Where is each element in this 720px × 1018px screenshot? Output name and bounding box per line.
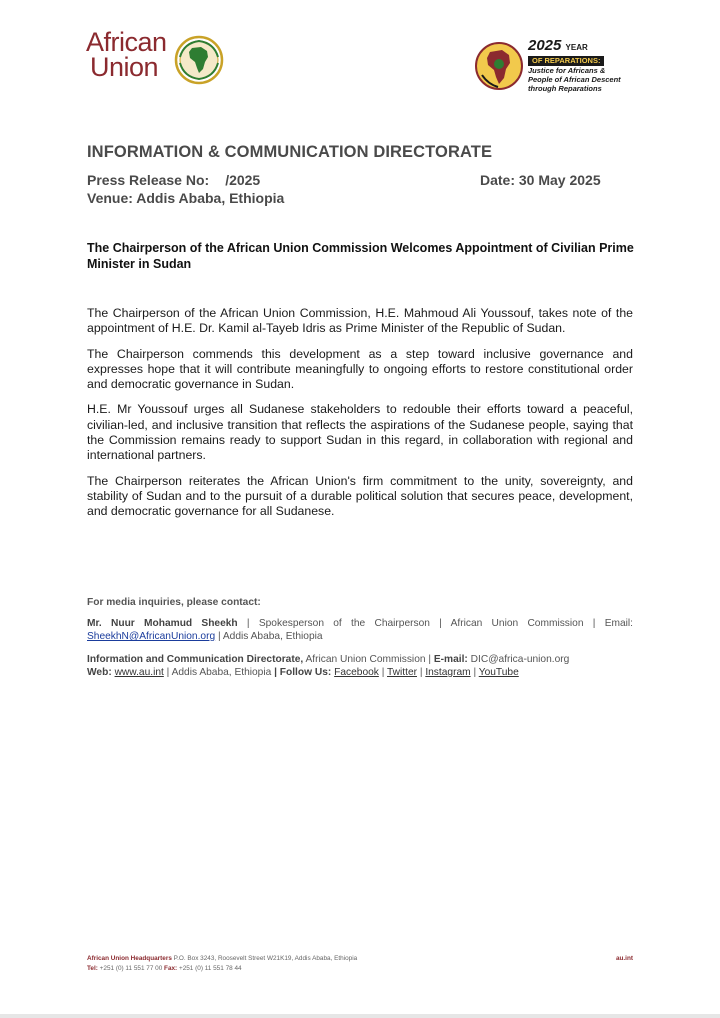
follow-label: | Follow Us: [274, 667, 332, 678]
african-union-logo [86, 27, 231, 90]
reparations-emblem-icon [474, 40, 524, 92]
year-of-reparations-logo [474, 38, 644, 96]
spokesperson-location: | Addis Ababa, Ethiopia [215, 631, 323, 642]
au-logo-text [86, 27, 167, 82]
media-contact [87, 596, 633, 679]
paragraph: H.E. Mr Youssouf urges all Sudanese stakeholders to redouble their efforts toward a peaceful, civilian-led, and inclusive transition that reflects the aspirations of the Sudanese people, saying that the Commission remains ready to support Sudan in this regard, in collaboration with regional and international partners. [87, 402, 633, 463]
headline: The Chairperson of the African Union Commission Welcomes Appointment of Civilian Prime Minister in Sudan [87, 241, 634, 271]
fax-label: Fax: [164, 965, 178, 972]
reparations-line2: People of African Descent [528, 75, 621, 84]
spokesperson-contact [87, 617, 633, 643]
fax-number: +251 (0) 11 551 78 44 [177, 965, 242, 972]
reparations-line3: through Reparations [528, 84, 602, 93]
web-location: | Addis Ababa, Ethiopia [163, 667, 275, 678]
directorate-name: Information and Communication Directorate, [87, 654, 304, 665]
instagram-link[interactable]: Instagram [425, 667, 471, 678]
twitter-link[interactable]: Twitter [387, 667, 417, 678]
press-release-number: /2025 [225, 172, 261, 188]
reparations-band: OF REPARATIONS: [528, 56, 604, 66]
footer-site[interactable]: au.int [615, 955, 633, 962]
footer-phone [87, 964, 633, 974]
au-logo-line1: African [86, 27, 167, 57]
directorate-email[interactable]: DIC@africa-union.org [467, 654, 570, 665]
paragraph: The Chairperson commends this development as a step toward inclusive governance and expresses hope that it will contribute meaningfully to ongoing efforts to restore constitutional order and democratic governance in Sudan. [87, 346, 633, 392]
au-emblem-icon [174, 35, 224, 85]
press-release-label: Press Release No: [87, 172, 210, 188]
hq-address: P.O. Box 3243, Roosevelt Street W21K19, Addis Ababa, Ethiopia [171, 955, 358, 962]
tel-number: +251 (0) 11 551 77 00 [97, 965, 165, 972]
youtube-link[interactable]: YouTube [478, 667, 519, 678]
web-link[interactable]: www.au.int [114, 667, 164, 678]
email-label: E-mail: [433, 654, 468, 665]
body-text [87, 306, 633, 530]
reparations-text [528, 38, 621, 93]
page-edge [0, 1014, 720, 1018]
press-release-date: Date: 30 May 2025 [480, 172, 601, 188]
tel-label: Tel: [87, 965, 98, 972]
directorate-title: INFORMATION & COMMUNICATION DIRECTORATE [87, 143, 493, 161]
contact-heading: For media inquiries, please contact: [87, 597, 261, 608]
footer-address [87, 954, 633, 964]
reparations-year-word: YEAR [565, 43, 588, 52]
press-release-venue: Venue: Addis Ababa, Ethiopia [87, 190, 285, 206]
reparations-year: 2025 [528, 37, 562, 54]
directorate-contact: Information and Communication Directorate, African Union Commission | E-mail: DIC@africa-union.org Web: www.au.int | Addis Ababa, Ethiopia | Follow Us: Facebook | Twitter | Instagram | YouTube [87, 654, 570, 678]
spokesperson-role: | Spokesperson of the Chairperson | African Union Commission | Email: [237, 618, 633, 629]
page-footer [87, 954, 633, 974]
reparations-line1: Justice for Africans & [528, 66, 606, 75]
spokesperson-email-link[interactable]: SheekhN@AfricanUnion.org [87, 631, 216, 642]
hq-label: African Union Headquarters [87, 955, 172, 962]
directorate-org: African Union Commission | [303, 654, 434, 665]
facebook-link[interactable]: Facebook [334, 667, 379, 678]
spokesperson-name: Mr. Nuur Mohamud Sheekh [87, 618, 238, 629]
paragraph: The Chairperson of the African Union Commission, H.E. Mahmoud Ali Youssouf, takes note of the appointment of H.E. Dr. Kamil al-Tayeb Idris as Prime Minister of the Republic of Sudan. [87, 306, 633, 336]
paragraph: The Chairperson reiterates the African Union's firm commitment to the unity, sovereignty, and stability of Sudan and to the pursuit of a durable political solution that secures peace, development, and democratic governance for all Sudanese. [87, 473, 633, 519]
au-logo-line2: Union [90, 52, 159, 82]
web-label: Web: [87, 667, 112, 678]
